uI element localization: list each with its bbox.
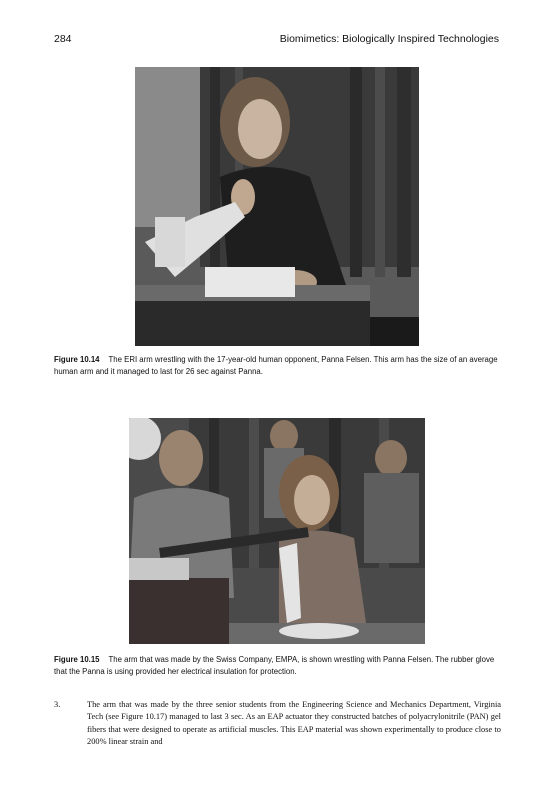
caption-text: The arm that was made by the Swiss Company, EMPA, is shown wrestling with Panna Felsen. The rubber glove that the Panna is using provided her electrical insulation for protection. bbox=[54, 655, 495, 676]
running-header bbox=[54, 33, 499, 49]
numbered-paragraph bbox=[54, 699, 501, 749]
figure-10-14-caption bbox=[54, 354, 501, 377]
item-number: 3. bbox=[54, 700, 61, 709]
caption-text: The ERI arm wrestling with the 17-year-old human opponent, Panna Felsen. This arm has the size of an average human arm and it managed to last for 26 sec against Panna. bbox=[54, 355, 498, 376]
page-number: 284 bbox=[54, 33, 72, 45]
figure-10-14-photo bbox=[135, 67, 419, 346]
running-title: Biomimetics: Biologically Inspired Technologies bbox=[279, 33, 499, 45]
figure-label: Figure 10.14 bbox=[54, 355, 100, 364]
figure-label: Figure 10.15 bbox=[54, 655, 100, 664]
figure-10-15-caption bbox=[54, 654, 501, 677]
figure-10-15-photo bbox=[129, 418, 425, 644]
item-text: The arm that was made by the three senior students from the Engineering Science and Mechanics Department, Virginia Tech (see Figure 10.17) managed to last 3 sec. As an EAP actuator they constructed batches of polyacrylonitrile (PAN) gel fibers that were designed to operate as artificial muscles. This EAP material was shown experimentally to produce close to 200% linear strain and bbox=[87, 700, 501, 747]
